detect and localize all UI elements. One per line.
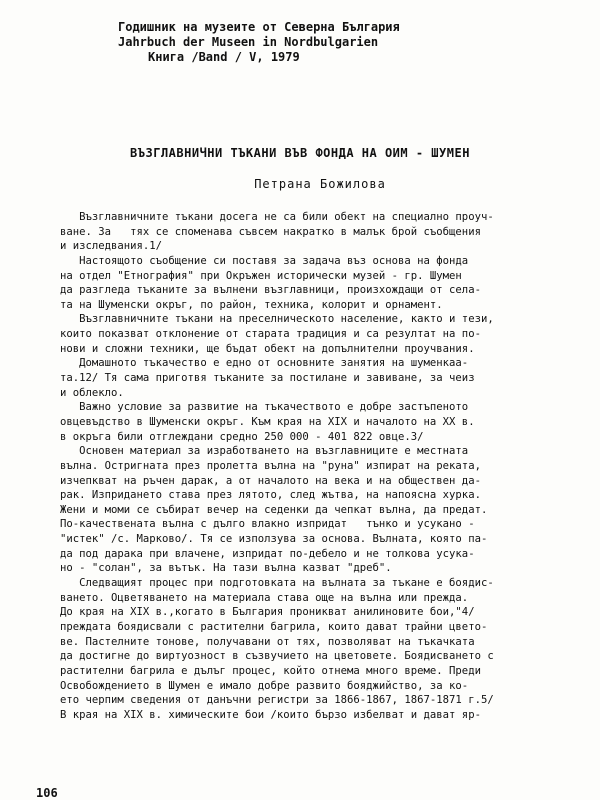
body-line: Домашното тъкачество е едно от основните занятия на шуменкаа-: [60, 357, 469, 370]
journal-volume: Книга /Band / V, 1979: [148, 50, 300, 64]
body-line: По-качествената вълна с дълго влакно изпридат тънко и усукано -: [60, 518, 475, 531]
body-line: ване. За тях се споменава съвсем накратко в малък брой съобщения: [60, 225, 481, 238]
body-line: Възглавничните тъкани досега не са били обект на специално проуч-: [60, 211, 494, 223]
body-line: овцевъдство в Шуменски окръг. Към края на XIX и началото на XX в.: [60, 415, 475, 428]
body-line: в окръга били отглеждани средно 250 000 - 401 822 овце.3/: [60, 430, 424, 443]
body-line: на отдел "Етнография" при Окръжен исторически музей - гр. Шумен: [60, 269, 462, 282]
body-line: Жени и моми се събират вечер на седенки да чепкат вълна, да предат.: [60, 503, 488, 516]
page-number: 106: [36, 786, 58, 800]
body-line: Възглавничните тъкани на преселническото население, както и тези,: [60, 313, 494, 326]
journal-title-de: Jahrbuch der Museen in Nordbulgarien: [118, 35, 379, 49]
article-author: Петрана Божилова: [254, 177, 386, 191]
body-line: До края на XIX в.,когато в България проникват анилиновите бои,"4/: [60, 606, 475, 619]
body-line: растителни багрила е дълъг процес, който отнема много време. Преди: [60, 664, 481, 677]
body-line: нови и сложни техники, ще бъдат обект на допълнителни проучвания.: [60, 342, 475, 355]
body-line: Важно условие за развитие на тъкачеството е добре застъпеното: [60, 401, 469, 414]
body-line: преждата боядисвали с растителни багрила, които дават трайни цвето-: [60, 620, 488, 633]
body-line: да под дарака при влачене, изпридат по-дебело и не толкова усука-: [60, 547, 475, 560]
journal-header: [118, 20, 400, 65]
body-line: ването. Оцветяването на материала става още на вълна или прежда.: [60, 591, 469, 604]
body-line: В края на XIX в. химическите бои /които бързо избелват и дават яр-: [60, 708, 481, 721]
body-line: та.12/ Тя сама приготвя тъканите за постилане и завиване, за чеиз: [60, 372, 475, 385]
body-line: и изследвания.1/: [60, 240, 163, 253]
body-line: но - "солан", за вътък. На тази вълна казват "дреб".: [60, 562, 392, 575]
body-line: ето черпим сведения от данъчни регистри за 1866-1867, 1867-1871 г.5/: [60, 694, 494, 707]
body-line: да разгледа тъканите за вълнени възглавници, произхождащи от села-: [60, 284, 481, 297]
body-line: Основен материал за изработването на възглавниците е местната: [60, 445, 469, 458]
body-line: "истек" /с. Марково/. Тя се използува за основа. Вълната, която па-: [60, 533, 488, 546]
body-line: рак. Изпридането става през лятото, след жътва, на напоясна хурка.: [60, 489, 481, 502]
journal-title-bg: Годишник на музеите от Северна България: [118, 20, 400, 34]
body-line: та на Шуменски окръг, по район, техника, колорит и орнамент.: [60, 298, 443, 311]
body-line: Настоящото съобщение си поставя за задача въз основа на фонда: [60, 254, 469, 267]
body-line: които показват отклонение от старата традиция и са резултат на по-: [60, 328, 481, 341]
article-title: ВЪЗГЛАВНИЧНИ ТЪКАНИ ВЪВ ФОНДА НА ОИМ - ШУМЕН: [130, 146, 470, 160]
body-line: Освобождението в Шумен е имало добре развито бояджийство, за ко-: [60, 679, 469, 692]
body-line: изчепкват на ръчен дарак, а от началото на века и на обществен да-: [60, 474, 481, 487]
article-body: [60, 210, 570, 722]
body-line: вълна. Остригната през пролетта вълна на "руна" изпират на реката,: [60, 459, 481, 472]
body-line: да достигне до виртуозност в съзвучието на цветовете. Боядисването с: [60, 650, 494, 663]
body-line: Следващият процес при подготовката на вълната за тъкане е боядис-: [60, 577, 494, 590]
body-line: и облекло.: [60, 386, 124, 399]
body-line: ве. Пастелните тонове, получавани от тях, позволяват на тъкачката: [60, 635, 475, 648]
